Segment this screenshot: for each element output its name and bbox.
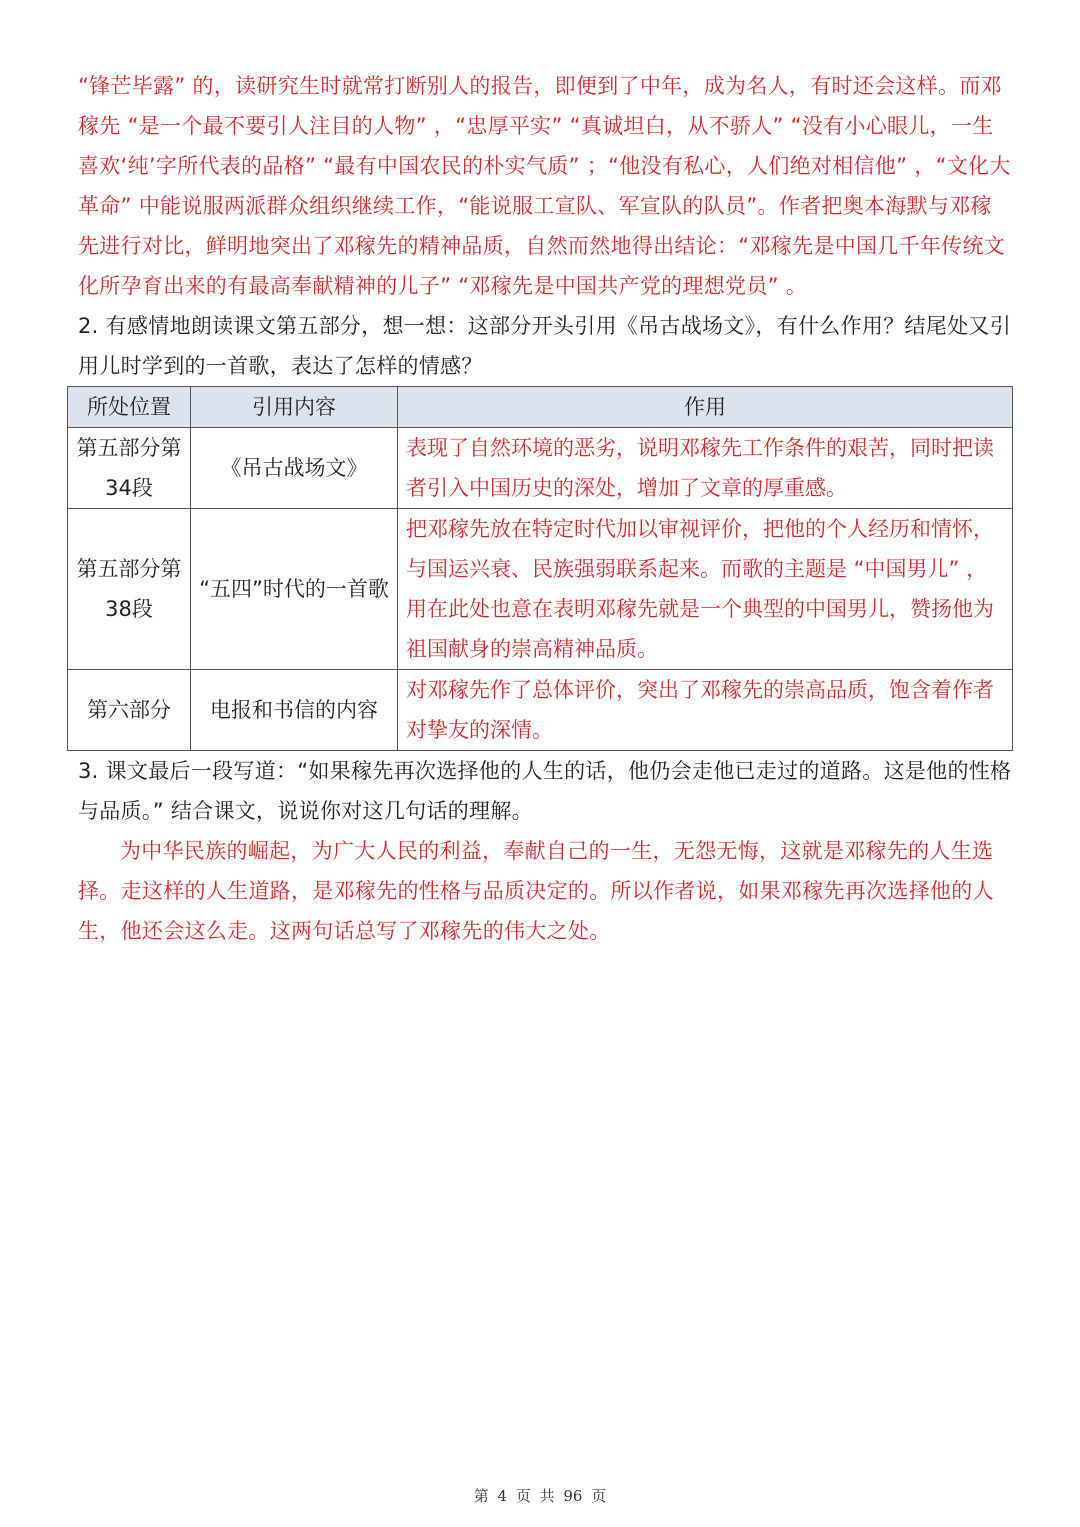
table-row [68,509,1013,670]
cell-effect: 对邓稼先作了总体评价，突出了邓稼先的崇高品质，饱含着作者对挚友的深情。 [398,670,1013,751]
table-row [68,428,1013,509]
cell-effect: 表现了自然环境的恶劣，说明邓稼先工作条件的艰苦，同时把读者引入中国历史的深处，增加了文章的厚重感。 [398,428,1013,509]
table-header-row [68,387,1013,428]
table-row [68,670,1013,751]
cell-effect: 把邓稼先放在特定时代加以审视评价，把他的个人经历和情怀，与国运兴衰、民族强弱联系起来。而歌的主题是 “中国男儿” ，用在此处也意在表明邓稼先就是一个典型的中国男儿，赞扬他为祖国献身的崇高精神品质。 [398,509,1013,670]
document-body [78,66,1013,951]
cell-position: 第五部分第34段 [68,428,191,509]
cell-quote: 《吊古战场文》 [191,428,398,509]
header-quote: 引用内容 [191,387,398,428]
intro-answer-paragraph: “锋芒毕露” 的，读研究生时就常打断别人的报告，即便到了中年，成为名人，有时还会这样。而邓稼先 “是一个最不要引人注目的人物” ，“忠厚平实” “真诚坦白，从不骄人” “没有小心眼儿，一生喜欢‘纯’字所代表的品格” “最有中国农民的朴实气质” ；“他没有私心，人们绝对相信他” ，“文化大革命” 中能说服两派群众组织继续工作，“能说服工宣队、军宣队的队员”。作者把奥本海默与邓稼先进行对比，鲜明地突出了邓稼先的精神品质，自然而然地得出结论：“邓稼先是中国几千年传统文化所孕育出来的有最高奉献精神的儿子” “邓稼先是中国共产党的理想党员” 。 [78,74,1011,298]
question-3: 3. 课文最后一段写道：“如果稼先再次选择他的人生的话，他仍会走他已走过的道路。这是他的性格与品质。” 结合课文，说说你对这几句话的理解。 [78,759,1012,823]
page-number-footer: 第 4 页 共 96 页 [473,1487,607,1505]
cell-quote: 电报和书信的内容 [191,670,398,751]
cell-quote: “五四”时代的一首歌 [191,509,398,670]
citation-table [67,386,1013,751]
cell-position: 第五部分第38段 [68,509,191,670]
header-position: 所处位置 [68,387,191,428]
question-2: 2. 有感情地朗读课文第五部分，想一想：这部分开头引用《吊古战场文》，有什么作用？结尾处又引用儿时学到的一首歌，表达了怎样的情感？ [78,314,1012,378]
cell-position: 第六部分 [68,670,191,751]
answer-3-paragraph: 为中华民族的崛起，为广大人民的利益，奉献自己的一生，无怨无悔，这就是邓稼先的人生选择。走这样的人生道路，是邓稼先的性格与品质决定的。所以作者说，如果邓稼先再次选择他的人生，他还会这么走。这两句话总写了邓稼先的伟大之处。 [78,839,994,943]
header-effect: 作用 [398,387,1013,428]
